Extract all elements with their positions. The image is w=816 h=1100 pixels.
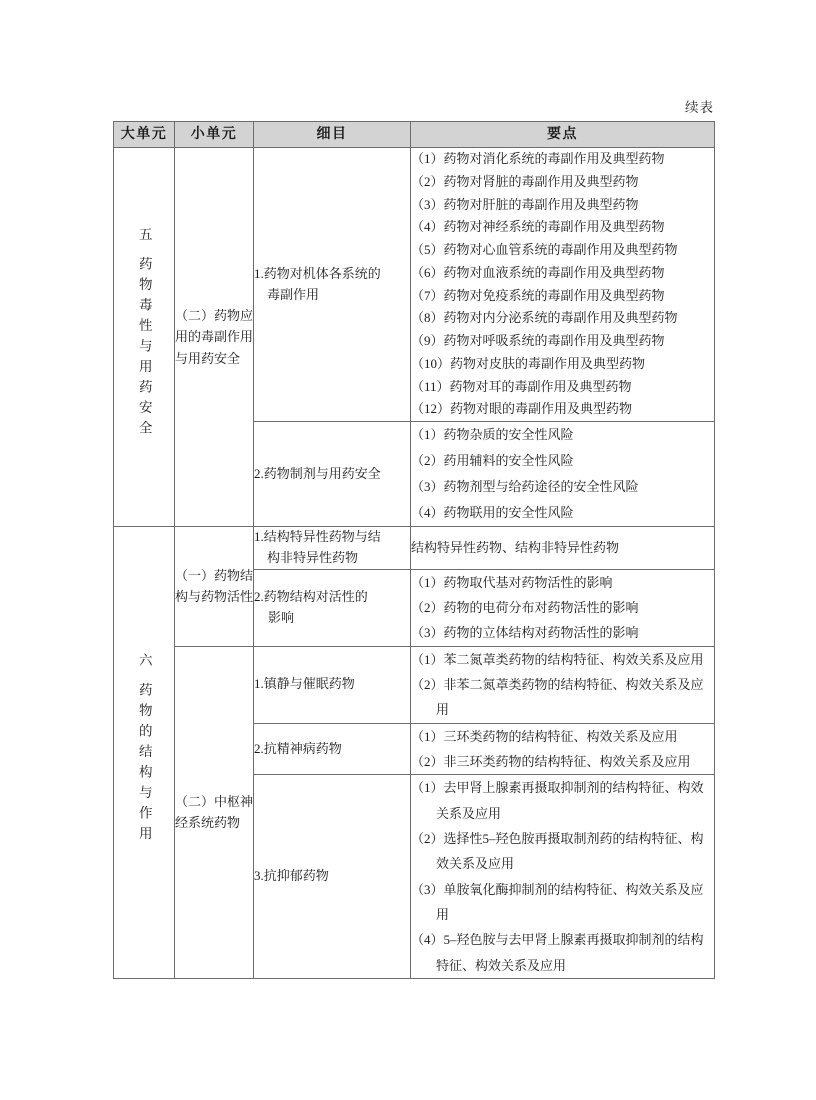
point-item: （4）药物联用的安全性风险 xyxy=(411,505,574,520)
big-unit-label-6 xyxy=(137,653,151,847)
detail-cell-5-2-2 xyxy=(254,422,411,527)
point-item: （1）三环类药物的结构特征、构效关系及应用 xyxy=(411,728,678,744)
point-item: （12）药物对眼的毒副作用及典型药物 xyxy=(411,401,633,417)
points-cell-6-1-1 xyxy=(411,527,715,570)
points-cell-6-2-1 xyxy=(411,646,715,723)
point-item: （1）药物取代基对药物活性的影响 xyxy=(411,574,613,590)
small-unit-cell-6-2 xyxy=(175,646,254,978)
big-unit-cell-5 xyxy=(114,148,175,527)
point-item: （8）药物对内分泌系统的毒副作用及典型药物 xyxy=(411,310,678,326)
point-item: （11）药物对耳的毒副作用及典型药物 xyxy=(411,378,632,394)
table-row xyxy=(114,646,715,723)
detail-cell-6-2-3 xyxy=(254,775,411,979)
big-unit-cell-6 xyxy=(114,527,175,979)
point-item: （1）药物对消化系统的毒副作用及典型药物 xyxy=(411,151,665,166)
point-item: （1）苯二氮䓬类药物的结构特征、构效关系及应用 xyxy=(411,651,704,667)
point-item: （6）药物对血液系统的毒副作用及典型药物 xyxy=(411,264,665,280)
point-item: （2）药物对肾脏的毒副作用及典型药物 xyxy=(411,173,639,189)
small-unit-label-6-1: （一）药物结构与药物活性 xyxy=(175,568,254,605)
detail-cell-6-2-2 xyxy=(254,723,411,775)
detail-label: 2.药物制剂与用药安全 xyxy=(254,465,381,481)
point-item: （5）药物对心血管系统的毒副作用及典型药物 xyxy=(411,242,678,257)
point-item: （2）选择性5–羟色胺再摄取制剂药的结构特征、构效关系及应用 xyxy=(411,831,704,872)
point-item: 结构特异性药物、结构非特异性药物 xyxy=(411,540,620,556)
points-cell-5-2-2 xyxy=(411,422,715,527)
small-unit-cell-6-1 xyxy=(175,527,254,647)
point-item: （3）单胺氧化酶抑制剂的结构特征、构效关系及应用 xyxy=(411,881,704,923)
big-unit-number-5: 五 xyxy=(136,227,152,248)
table-header xyxy=(114,122,715,148)
detail-cell-6-2-1 xyxy=(254,646,411,723)
point-item: （9）药物对呼吸系统的毒副作用及典型药物 xyxy=(411,333,665,348)
table-body xyxy=(114,148,715,979)
detail-label: 3.抗抑郁药物 xyxy=(254,868,329,884)
points-cell-6-2-2 xyxy=(411,723,715,775)
point-item: （10）药物对皮肤的毒副作用及典型药物 xyxy=(411,355,646,371)
table-header-row xyxy=(114,122,715,148)
column-header-big-unit: 大单元 xyxy=(114,122,175,148)
point-item: （2）药物的电荷分布对药物活性的影响 xyxy=(411,599,639,615)
detail-label-line2: 构非特异性药物 xyxy=(267,549,359,565)
detail-label-line1: 2.药物结构对活性的 xyxy=(254,588,368,604)
point-item: （3）药物对肝脏的毒副作用及典型药物 xyxy=(411,196,639,212)
point-item: （2）非苯二氮䓬类药物的结构特征、构效关系及应用 xyxy=(411,676,704,718)
points-cell-6-1-2 xyxy=(411,569,715,646)
small-unit-label-6-2: （二）中枢神经系统药物 xyxy=(175,794,254,831)
detail-label: 1.镇静与催眠药物 xyxy=(254,676,355,692)
detail-label-line1: 1.药物对机体各系统的 xyxy=(254,265,381,281)
detail-label: 2.抗精神病药物 xyxy=(254,740,342,756)
big-unit-number-6: 六 xyxy=(136,652,152,674)
point-item: （4）5–羟色胺与去甲肾上腺素再摄取抑制剂的结构特征、构效关系及应用 xyxy=(411,932,704,973)
point-item: （3）药物的立体结构对药物活性的影响 xyxy=(411,625,639,641)
detail-label-line1: 1.结构特异性药物与结 xyxy=(254,529,381,544)
detail-label-line2: 毒副作用 xyxy=(267,286,320,302)
detail-cell-6-1-1 xyxy=(254,527,411,570)
detail-cell-5-2-1 xyxy=(254,148,411,422)
running-head: 续表 xyxy=(685,100,714,115)
point-item: （1）去甲肾上腺素再摄取抑制剂的结构特征、构效关系及应用 xyxy=(411,780,704,821)
big-unit-name-6: 药物的结构与作用 xyxy=(136,682,152,847)
point-item: （7）药物对免疫系统的毒副作用及典型药物 xyxy=(411,287,665,303)
point-item: （1）药物杂质的安全性风险 xyxy=(411,427,574,442)
detail-label-line2: 影响 xyxy=(268,609,295,625)
column-header-detail: 细目 xyxy=(254,122,411,148)
table-row xyxy=(114,148,715,422)
big-unit-label-5 xyxy=(137,227,151,441)
big-unit-name-5: 药物毒性与用药安全 xyxy=(136,256,152,442)
table-row xyxy=(114,527,715,570)
column-header-small-unit: 小单元 xyxy=(175,122,254,148)
points-cell-5-2-1 xyxy=(411,148,715,422)
syllabus-table-container xyxy=(113,121,714,979)
point-item: （4）药物对神经系统的毒副作用及典型药物 xyxy=(411,219,665,235)
point-item: （2）非三环类药物的结构特征、构效关系及应用 xyxy=(411,754,691,769)
small-unit-label-5-2: （二）药物应用的毒副作用与用药安全 xyxy=(175,308,254,366)
point-item: （2）药用辅料的安全性风险 xyxy=(411,453,574,468)
small-unit-cell-5-2 xyxy=(175,148,254,527)
detail-cell-6-1-2 xyxy=(254,569,411,646)
points-cell-6-2-3 xyxy=(411,775,715,979)
syllabus-table xyxy=(113,121,715,979)
point-item: （3）药物剂型与给药途径的安全性风险 xyxy=(411,479,639,494)
column-header-points: 要点 xyxy=(411,122,715,148)
